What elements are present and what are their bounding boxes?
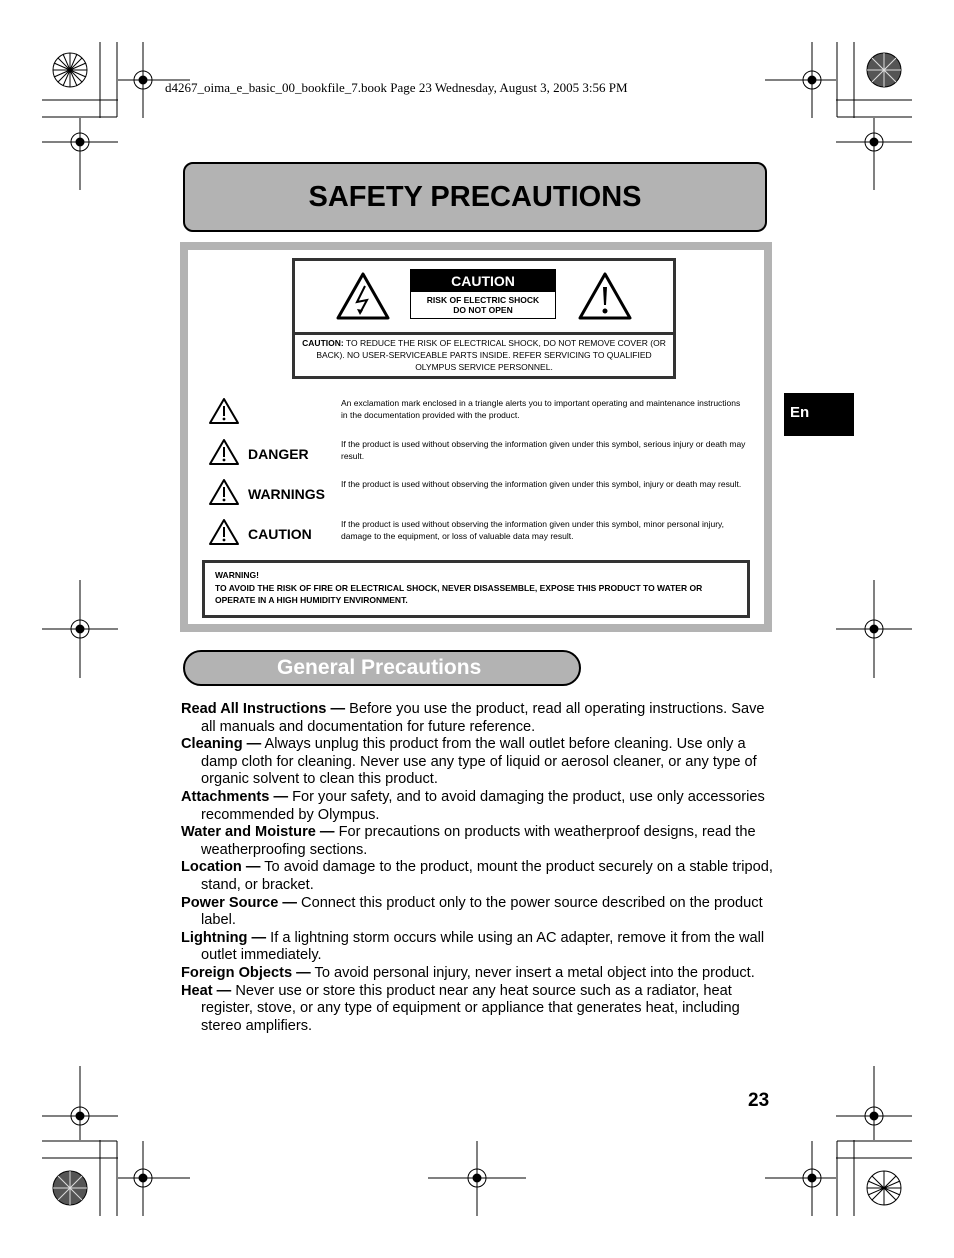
warning-heading: WARNING! bbox=[215, 570, 259, 580]
electric-shock-caution-box bbox=[292, 258, 676, 379]
exclamation-triangle-icon bbox=[208, 478, 240, 506]
section-heading-banner bbox=[183, 650, 581, 686]
symbol-description: If the product is used without observing the information given under this symbol, serious injury or death may result. bbox=[341, 439, 746, 461]
symbol-description: An exclamation mark enclosed in a triangle alerts you to important operating and maintenance instructions in the documentation provided with the product. bbox=[341, 398, 741, 420]
precaution-term: Power Source — bbox=[181, 894, 297, 911]
precaution-term: Water and Moisture — bbox=[181, 824, 335, 841]
safety-symbol-panel-inner bbox=[188, 250, 764, 624]
precaution-text: To avoid damage to the product, mount the product securely on a stable tripod, stand, or bracket. bbox=[201, 859, 773, 893]
precaution-item bbox=[181, 930, 773, 965]
page-number: 23 bbox=[748, 1090, 770, 1111]
precaution-text: To avoid personal injury, never insert a metal object into the product. bbox=[310, 964, 755, 981]
precaution-item bbox=[181, 701, 773, 736]
precaution-item bbox=[181, 824, 773, 859]
precaution-item bbox=[181, 859, 773, 894]
precaution-item bbox=[181, 983, 773, 1036]
warning-text: TO AVOID THE RISK OF FIRE OR ELECTRICAL SHOCK, NEVER DISASSEMBLE, EXPOSE THIS PRODUCT TO WATER OR OPERATE IN A HIGH HUMIDITY ENVIRONMENT. bbox=[215, 582, 703, 605]
precaution-term: Attachments — bbox=[181, 788, 289, 805]
precaution-item bbox=[181, 736, 773, 789]
page-title: SAFETY PRECAUTIONS bbox=[308, 180, 642, 213]
page-title-banner bbox=[183, 162, 767, 232]
precaution-text: For your safety, and to avoid damaging the product, use only accessories recommended by Olympus. bbox=[201, 788, 765, 823]
precaution-item bbox=[181, 789, 773, 824]
precaution-term: Location — bbox=[181, 859, 261, 876]
symbol-label: DANGER bbox=[248, 446, 309, 462]
precautions-list bbox=[181, 701, 773, 1035]
precaution-term: Heat — bbox=[181, 982, 232, 999]
exclamation-triangle-icon bbox=[208, 438, 240, 466]
caution-sub-line-2: DO NOT OPEN bbox=[453, 305, 513, 315]
caution-sub-line-1: RISK OF ELECTRIC SHOCK bbox=[426, 295, 540, 305]
fire-shock-warning-box bbox=[202, 560, 750, 618]
precaution-text: Never use or store this product near any heat source such as a radiator, heat register, stove, or any type of equipment or appliance that generates heat, including stereo amplifiers. bbox=[201, 982, 740, 1034]
symbol-description: If the product is used without observing the information given under this symbol, injury or death may result. bbox=[341, 479, 742, 489]
caution-label-row bbox=[295, 261, 673, 335]
lightning-triangle-icon bbox=[335, 271, 391, 321]
precaution-term: Cleaning — bbox=[181, 736, 262, 753]
precaution-text: For precautions on products with weatherproof designs, read the weatherproofing sections. bbox=[201, 824, 756, 858]
precaution-term: Foreign Objects — bbox=[181, 964, 311, 981]
section-heading: General Precautions bbox=[277, 656, 482, 679]
caution-statement-bold: CAUTION: bbox=[302, 338, 344, 348]
print-header-line: d4267_oima_e_basic_00_bookfile_7.book Page 23 Wednesday, August 3, 2005 3:56 PM bbox=[165, 80, 628, 95]
exclamation-triangle-icon bbox=[577, 271, 633, 321]
precaution-term: Read All Instructions — bbox=[181, 701, 346, 717]
caution-statement bbox=[295, 337, 673, 373]
caution-label-sub bbox=[411, 292, 555, 315]
caution-statement-text: TO REDUCE THE RISK OF ELECTRICAL SHOCK, DO NOT REMOVE COVER (OR BACK). NO USER-SERVICEABLE PARTS INSIDE. REFER SERVICING TO QUALIFIED OLYMPUS SERVICE PERSONNEL. bbox=[316, 338, 666, 372]
precaution-item bbox=[181, 895, 773, 930]
language-tab-label: En bbox=[790, 404, 810, 421]
exclamation-triangle-icon bbox=[208, 397, 240, 425]
caution-label-heading: CAUTION bbox=[411, 270, 555, 292]
precaution-text: Connect this product only to the power source described on the product label. bbox=[201, 894, 763, 929]
precaution-text: Before you use the product, read all operating instructions. Save all manuals and documentation for future reference. bbox=[201, 701, 765, 735]
symbol-label: WARNINGS bbox=[248, 486, 325, 502]
precaution-text: If a lightning storm occurs while using an AC adapter, remove it from the wall outlet immediately. bbox=[201, 929, 765, 964]
language-tab bbox=[784, 393, 854, 436]
exclamation-triangle-icon bbox=[208, 518, 240, 546]
safety-symbol-panel bbox=[180, 242, 772, 632]
precaution-term: Lightning — bbox=[181, 929, 267, 946]
symbol-label: CAUTION bbox=[248, 526, 312, 542]
caution-label bbox=[410, 269, 556, 319]
precaution-item bbox=[181, 965, 773, 983]
precaution-text: Always unplug this product from the wall outlet before cleaning. Use only a damp cloth for cleaning. Never use any type of liquid or aerosol cleaner, or any type of organic solvent to clean this product. bbox=[201, 736, 757, 788]
symbol-description: If the product is used without observing the information given under this symbol, minor personal injury, damage to the equipment, or loss of valuable data may result. bbox=[341, 519, 725, 541]
